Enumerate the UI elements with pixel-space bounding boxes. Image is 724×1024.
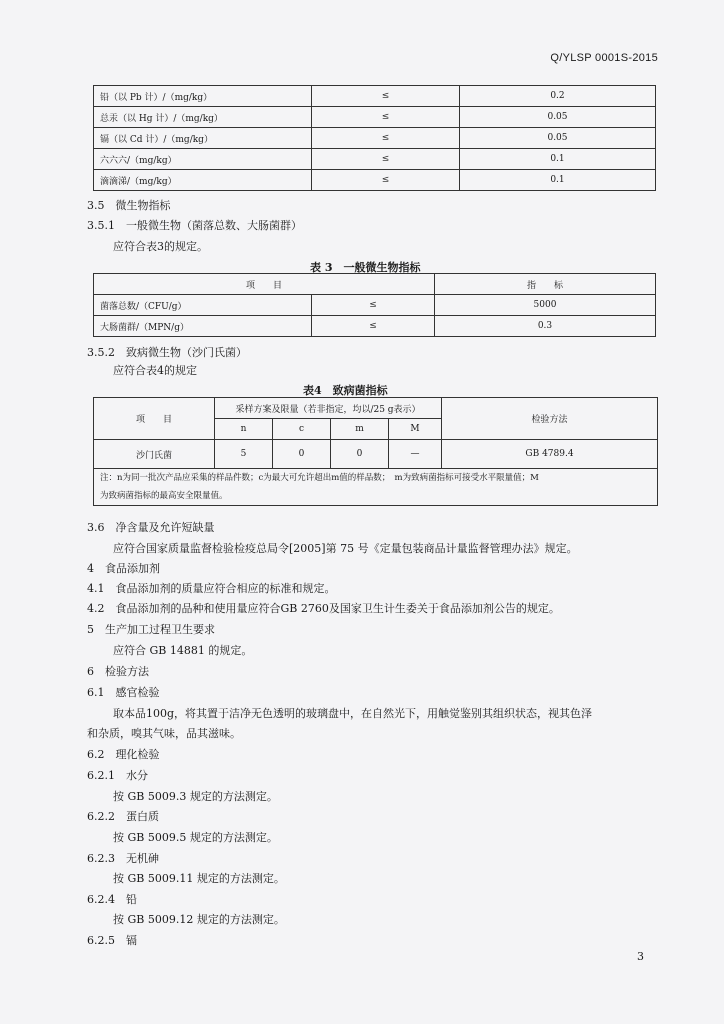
section-6-1-text1: 取本品100g，将其置于洁净无色透明的玻璃盘中，在自然光下，用触觉鉴别其组织状态，视其色泽: [113, 707, 593, 720]
section-6-2-1: 6.2.1 水分: [87, 769, 148, 782]
section-6-1: 6.1 感官检验: [87, 686, 160, 699]
table-row: 总汞（以 Hg 计）/（mg/kg） ≤ 0.05: [94, 107, 656, 128]
table-row: 镉（以 Cd 计）/（mg/kg） ≤ 0.05: [94, 128, 656, 149]
section-6-2-2: 6.2.2 蛋白质: [87, 810, 159, 823]
section-3-5-2: 3.5.2 致病微生物（沙门氏菌）: [87, 346, 247, 359]
page-number: 3: [637, 950, 644, 963]
table-row: 铅（以 Pb 计）/（mg/kg） ≤ 0.2: [94, 86, 656, 107]
section-3-6-text: 应符合国家质量监督检验检疫总局令[2005]第 75 号《定量包装商品计量监督管理办法》规定。: [113, 542, 578, 555]
table3-caption: 表 3 一般微生物指标: [310, 261, 421, 274]
section-6-2-4: 6.2.4 铅: [87, 893, 137, 906]
section-4-1: 4.1 食品添加剂的质量应符合相应的标准和规定。: [87, 582, 336, 595]
section-3-6: 3.6 净含量及允许短缺量: [87, 521, 215, 534]
section-6-2-5: 6.2.5 镉: [87, 934, 137, 947]
table-header: n c m M: [94, 419, 658, 440]
section-5: 5 生产加工过程卫生要求: [87, 623, 215, 636]
table-header: 项 目 采样方案及限量（若非指定，均以/25 g表示） 检验方法: [94, 398, 658, 419]
section-6-2-1-text: 按 GB 5009.3 规定的方法测定。: [113, 790, 278, 803]
table-row: 沙门氏菌 5 0 0 — GB 4789.4: [94, 440, 658, 469]
pathogen-table: [93, 397, 658, 506]
section-4: 4 食品添加剂: [87, 562, 160, 575]
section-3-5: 3.5 微生物指标: [87, 199, 171, 212]
section-3-5-2-text: 应符合表4的规定: [113, 364, 197, 377]
table-row: 大肠菌群/（MPN/g） ≤ 0.3: [94, 316, 656, 337]
general-microbe-table: [93, 273, 656, 337]
table4-caption: 表4 致病菌指标: [303, 384, 388, 397]
section-6-2-4-text: 按 GB 5009.12 规定的方法测定。: [113, 913, 285, 926]
table-header: 项 目 指 标: [94, 274, 656, 295]
section-6-2-3-text: 按 GB 5009.11 规定的方法测定。: [113, 872, 285, 885]
section-6-2: 6.2 理化检验: [87, 748, 160, 761]
section-6: 6 检验方法: [87, 665, 149, 678]
section-4-2: 4.2 食品添加剂的品种和使用量应符合GB 2760及国家卫生计生委关于食品添加剂公告的规定。: [87, 602, 560, 615]
section-3-5-1: 3.5.1 一般微生物（菌落总数、大肠菌群）: [87, 219, 302, 232]
section-5-text: 应符合 GB 14881 的规定。: [113, 644, 253, 657]
doc-code: Q/YLSP 0001S-2015: [550, 52, 658, 64]
contaminants-table: [93, 85, 656, 191]
section-6-1-text2: 和杂质，嗅其气味，品其滋味。: [87, 727, 241, 740]
section-3-5-1-text: 应符合表3的规定。: [113, 240, 208, 253]
table-row: 滴滴涕/（mg/kg） ≤ 0.1: [94, 170, 656, 191]
section-6-2-3: 6.2.3 无机砷: [87, 852, 159, 865]
table-row: 菌落总数/（CFU/g） ≤ 5000: [94, 295, 656, 316]
table-row: 六六六/（mg/kg） ≤ 0.1: [94, 149, 656, 170]
table-note: 注：n为同一批次产品应采集的样品件数；c为最大可允许超出m值的样品数； m为致病菌指标可接受水平限量值；M 为致病菌指标的最高安全限量值。: [94, 469, 658, 506]
section-6-2-2-text: 按 GB 5009.5 规定的方法测定。: [113, 831, 278, 844]
